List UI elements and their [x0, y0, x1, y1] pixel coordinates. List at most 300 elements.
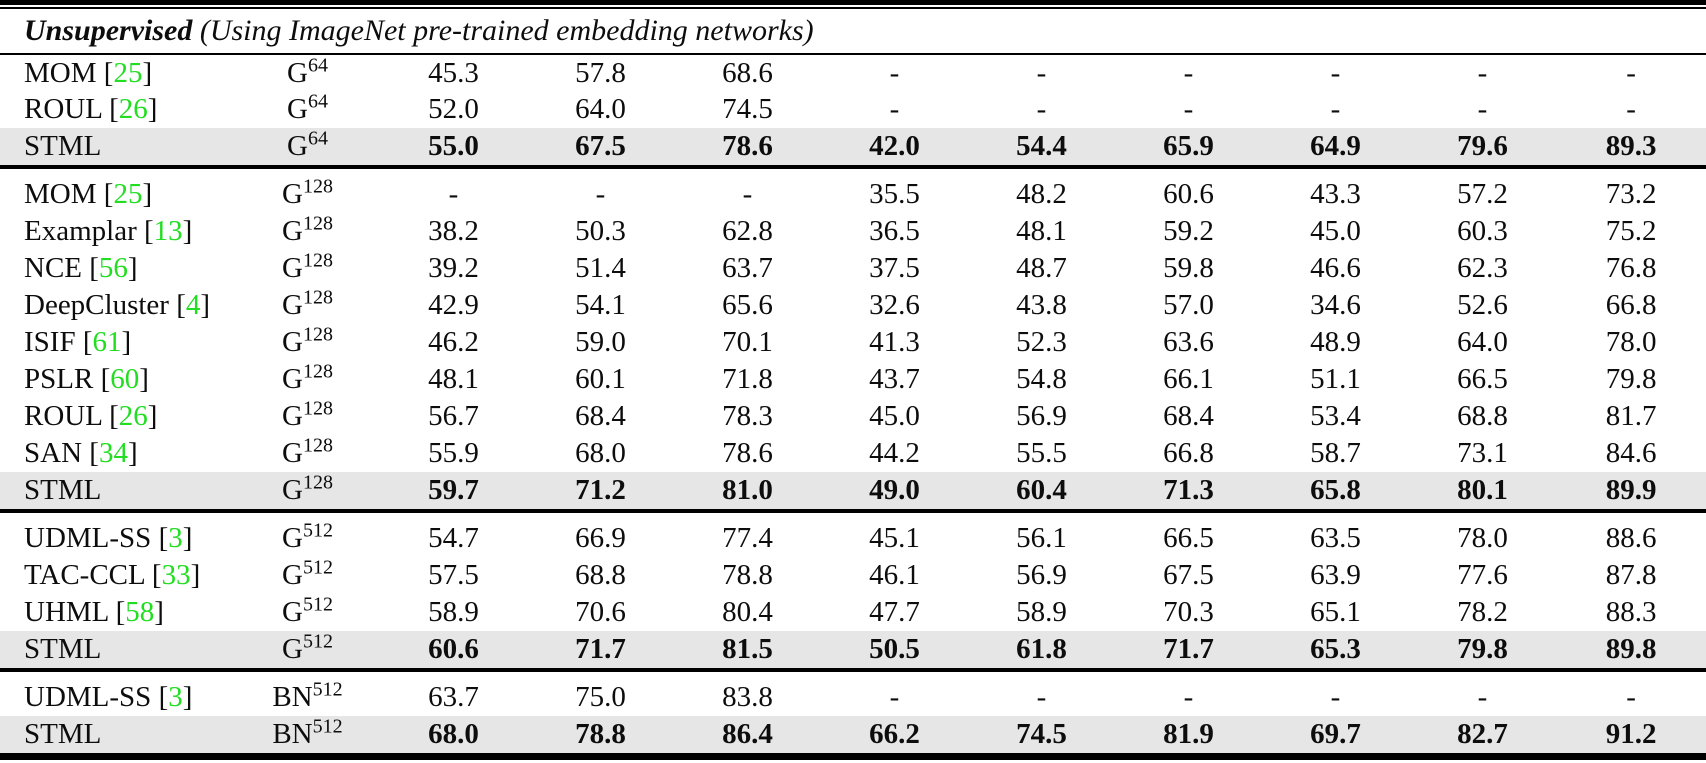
value-cell: 45.3 [428, 56, 479, 89]
method-name: MOM [24, 56, 97, 89]
network-dimension: 128 [302, 360, 333, 383]
value-cell: - [1036, 681, 1047, 713]
value-cell: 75.0 [575, 681, 626, 713]
value-cell: 58.9 [428, 596, 479, 628]
method-name: ROUL [24, 400, 102, 432]
value-cell: 78.0 [1605, 326, 1657, 358]
citation-link[interactable]: [13] [136, 215, 193, 247]
value-cell: - [1183, 93, 1194, 125]
value-cell: 60.4 [1016, 474, 1067, 506]
network-dimension: 64 [307, 127, 328, 150]
citation-number[interactable]: 3 [168, 522, 183, 554]
value-cell: 66.5 [1457, 363, 1508, 395]
table-body [0, 54, 1706, 753]
method-cell [0, 716, 235, 753]
value-cell: 75.2 [1605, 215, 1657, 247]
value-cell: 59.2 [1163, 215, 1214, 247]
network-label: $G^{128}$ [282, 360, 333, 395]
citation-number[interactable]: 25 [113, 178, 143, 210]
value-cell: 63.7 [428, 681, 479, 713]
method-name: STML [24, 718, 102, 750]
value-cell: 34.6 [1310, 289, 1361, 321]
table-row [0, 324, 1706, 361]
citation-link[interactable]: [4] [168, 289, 211, 321]
network-cell [235, 324, 380, 361]
value-cell: 57.5 [428, 559, 479, 591]
citation-link[interactable]: [3] [151, 522, 193, 554]
network-dimension: 512 [302, 519, 333, 542]
section-title [0, 9, 1706, 54]
value-cell: 51.4 [575, 252, 626, 284]
value-cell: 68.0 [428, 718, 479, 750]
value-cell: 68.6 [722, 56, 773, 89]
network-cell [235, 716, 380, 753]
value-cell: 68.0 [575, 437, 626, 469]
value-cell: 74.5 [722, 93, 773, 125]
method-name: ROUL [24, 93, 102, 125]
value-cell: 55.9 [428, 437, 479, 469]
value-cell: 56.9 [1016, 559, 1067, 591]
section-separator-row [0, 668, 1706, 679]
value-cell: 54.4 [1016, 130, 1067, 162]
section-separator-row [0, 165, 1706, 176]
method-name: STML [24, 130, 102, 162]
value-cell: 66.5 [1163, 522, 1214, 554]
table-row [0, 250, 1706, 287]
value-cell: 79.8 [1457, 633, 1508, 665]
table-row [0, 520, 1706, 557]
value-cell: - [1626, 56, 1636, 89]
method-cell [0, 324, 235, 361]
value-cell: 59.7 [428, 474, 479, 506]
table-row [0, 213, 1706, 250]
value-cell: 43.7 [869, 363, 920, 395]
double-rule [0, 509, 1706, 513]
network-dimension: 128 [302, 471, 333, 494]
network-dimension: 64 [307, 90, 328, 113]
value-cell: 51.1 [1310, 363, 1361, 395]
network-dimension: 64 [307, 53, 328, 76]
value-cell: 69.7 [1310, 718, 1361, 750]
citation-link[interactable]: [33] [144, 559, 201, 591]
value-cell: 71.8 [722, 363, 773, 395]
value-cell: 44.2 [869, 437, 920, 469]
citation-number[interactable]: 26 [118, 400, 148, 432]
value-cell: 48.2 [1016, 178, 1067, 210]
value-cell: - [889, 56, 900, 89]
table-row [0, 128, 1706, 165]
table-row [0, 287, 1706, 324]
method-name: Examplar [24, 215, 137, 247]
method-name: UDML-SS [24, 522, 152, 554]
value-cell: 89.8 [1605, 633, 1657, 665]
value-cell: 59.0 [575, 326, 626, 358]
value-cell: 68.4 [575, 400, 626, 432]
value-cell: 59.8 [1163, 252, 1214, 284]
value-cell: 45.0 [1310, 215, 1361, 247]
network-cell [235, 54, 380, 91]
value-cell: 58.7 [1310, 437, 1361, 469]
value-cell: - [1036, 56, 1047, 89]
value-cell: 77.4 [722, 522, 773, 554]
value-cell: 88.6 [1605, 522, 1657, 554]
network-cell [235, 91, 380, 128]
method-cell [0, 176, 235, 213]
value-cell: 78.8 [575, 718, 626, 750]
value-cell: 71.7 [575, 633, 626, 665]
citation-number[interactable]: 60 [110, 363, 140, 395]
value-cell: 60.1 [575, 363, 626, 395]
value-cell: 65.3 [1310, 633, 1361, 665]
method-name: SAN [24, 437, 83, 469]
value-cell: 82.7 [1457, 718, 1508, 750]
table-row [0, 91, 1706, 128]
value-cell: 45.0 [869, 400, 920, 432]
network-label: $G^{128}$ [282, 397, 333, 432]
value-cell: 70.6 [575, 596, 626, 628]
method-name: TAC-CCL [24, 559, 145, 591]
citation-number[interactable]: 61 [92, 326, 122, 358]
value-cell: 65.1 [1310, 596, 1361, 628]
value-cell: 80.4 [722, 596, 773, 628]
value-cell: 63.9 [1310, 559, 1361, 591]
value-cell: 48.1 [428, 363, 479, 395]
value-cell: 50.5 [869, 633, 920, 665]
network-dimension: 128 [302, 249, 333, 272]
network-cell [235, 435, 380, 472]
citation-number[interactable]: 33 [161, 559, 191, 591]
network-dimension: 512 [302, 593, 333, 616]
network-cell [235, 250, 380, 287]
network-label: BN$^{512}$ [272, 715, 343, 750]
value-cell: 81.5 [722, 633, 773, 665]
network-cell [235, 594, 380, 631]
network-cell [235, 679, 380, 716]
section-separator-row [0, 509, 1706, 520]
value-cell: 54.8 [1016, 363, 1067, 395]
value-cell: 55.5 [1016, 437, 1067, 469]
value-cell: 70.3 [1163, 596, 1214, 628]
value-cell: 54.1 [575, 289, 626, 321]
value-cell: 89.3 [1605, 130, 1657, 162]
value-cell: 79.6 [1457, 130, 1508, 162]
value-cell: 57.0 [1163, 289, 1214, 321]
section-title-emphasis: Unsupervised [24, 14, 193, 47]
method-cell [0, 128, 235, 165]
value-cell: 78.6 [722, 437, 773, 469]
value-cell: 58.9 [1016, 596, 1067, 628]
value-cell: 65.6 [722, 289, 773, 321]
value-cell: 41.3 [869, 326, 920, 358]
value-cell: 56.9 [1016, 400, 1067, 432]
network-label: $G^{512}$ [282, 556, 333, 591]
value-cell: 62.8 [722, 215, 773, 247]
value-cell: - [1183, 681, 1194, 713]
method-cell [0, 54, 235, 91]
value-cell: 81.0 [722, 474, 773, 506]
value-cell: 77.6 [1457, 559, 1508, 591]
network-cell [235, 213, 380, 250]
value-cell: 88.3 [1605, 596, 1657, 628]
value-cell: 52.3 [1016, 326, 1067, 358]
value-cell: 84.6 [1605, 437, 1657, 469]
value-cell: 47.7 [869, 596, 920, 628]
value-cell: 66.8 [1605, 289, 1657, 321]
value-cell: 35.5 [869, 178, 920, 210]
method-cell [0, 213, 235, 250]
network-label: $G^{64}$ [287, 90, 328, 125]
citation-number[interactable]: 26 [118, 93, 148, 125]
citation-link[interactable]: [61] [75, 326, 132, 358]
value-cell: 39.2 [428, 252, 479, 284]
value-cell: - [1626, 681, 1636, 713]
value-cell: 73.1 [1457, 437, 1508, 469]
value-cell: 66.8 [1163, 437, 1214, 469]
citation-link[interactable]: [25] [96, 178, 153, 210]
network-label: $G^{128}$ [282, 212, 333, 247]
network-label: $G^{512}$ [282, 630, 333, 665]
value-cell: 81.9 [1163, 718, 1214, 750]
method-cell [0, 398, 235, 435]
citation-number[interactable]: 4 [185, 289, 201, 321]
value-cell: 86.4 [722, 718, 773, 750]
network-cell [235, 631, 380, 668]
value-cell: 87.8 [1605, 559, 1657, 591]
value-cell: 42.0 [869, 130, 920, 162]
value-cell: - [1036, 93, 1047, 125]
value-cell: - [1183, 56, 1194, 89]
value-cell: - [742, 178, 753, 210]
section-title-note: (Using ImageNet pre-trained embedding networks) [199, 14, 814, 47]
network-label: $G^{512}$ [282, 593, 333, 628]
value-cell: 37.5 [869, 252, 920, 284]
value-cell: - [1330, 681, 1341, 713]
method-name: PSLR [24, 363, 94, 395]
network-dimension: 128 [302, 397, 333, 420]
value-cell: 91.2 [1605, 718, 1657, 750]
section-separator-cell [0, 668, 1706, 679]
value-cell: 63.7 [722, 252, 773, 284]
method-name: ISIF [24, 326, 76, 358]
value-cell: - [595, 178, 606, 210]
value-cell: 45.1 [869, 522, 920, 554]
value-cell: 71.2 [575, 474, 626, 506]
citation-link[interactable]: [60] [93, 363, 149, 395]
value-cell: 80.1 [1457, 474, 1508, 506]
table-bottom-rule [0, 753, 1706, 760]
network-dimension: 128 [302, 175, 333, 198]
value-cell: 43.3 [1310, 178, 1361, 210]
network-label: $G^{128}$ [282, 471, 333, 506]
value-cell: 89.9 [1605, 474, 1657, 506]
method-cell [0, 287, 235, 324]
table-row [0, 557, 1706, 594]
value-cell: 76.8 [1605, 252, 1657, 284]
value-cell: 70.1 [722, 326, 773, 358]
table-row [0, 716, 1706, 753]
citation-link[interactable]: [26] [101, 400, 158, 432]
value-cell: 63.6 [1163, 326, 1214, 358]
citation-number[interactable]: 58 [125, 596, 155, 628]
results-table [0, 9, 1706, 753]
network-dimension: 128 [302, 286, 333, 309]
network-cell [235, 557, 380, 594]
value-cell: 78.3 [722, 400, 773, 432]
value-cell: 60.6 [428, 633, 479, 665]
value-cell: 65.9 [1163, 130, 1214, 162]
value-cell: 49.0 [869, 474, 920, 506]
citation-link[interactable]: [26] [101, 93, 158, 125]
value-cell: 56.7 [428, 400, 479, 432]
citation-link[interactable]: [56] [82, 252, 138, 284]
value-cell: 64.0 [575, 93, 626, 125]
network-label: $G^{64}$ [287, 127, 328, 162]
value-cell: 71.7 [1163, 633, 1214, 665]
value-cell: 46.6 [1310, 252, 1361, 284]
method-cell [0, 557, 235, 594]
network-label: $G^{128}$ [282, 286, 333, 321]
network-dimension: 512 [302, 556, 333, 579]
double-rule [0, 668, 1706, 672]
double-rule [0, 165, 1706, 169]
citation-link[interactable]: [3] [151, 681, 193, 713]
value-cell: 55.0 [428, 130, 479, 162]
network-dimension: 512 [312, 715, 343, 738]
citation-link[interactable]: [34] [82, 437, 138, 469]
value-cell: 78.0 [1457, 522, 1508, 554]
value-cell: 60.6 [1163, 178, 1214, 210]
method-cell [0, 679, 235, 716]
value-cell: 60.3 [1457, 215, 1508, 247]
citation-link[interactable]: [25] [96, 56, 153, 89]
method-cell [0, 361, 235, 398]
value-cell: 73.2 [1605, 178, 1657, 210]
value-cell: - [1477, 56, 1488, 89]
value-cell: 42.9 [428, 289, 479, 321]
table-row [0, 594, 1706, 631]
method-name: NCE [24, 252, 82, 284]
value-cell: 81.7 [1605, 400, 1657, 432]
network-label: $G^{128}$ [282, 434, 333, 469]
citation-number[interactable]: 34 [98, 437, 128, 469]
citation-number[interactable]: 25 [113, 56, 143, 89]
value-cell: 52.6 [1457, 289, 1508, 321]
method-cell [0, 631, 235, 668]
network-label: $G^{64}$ [287, 53, 328, 89]
value-cell: - [889, 681, 900, 713]
value-cell: 83.8 [722, 681, 773, 713]
value-cell: 78.2 [1457, 596, 1508, 628]
network-cell [235, 287, 380, 324]
value-cell: 68.8 [1457, 400, 1508, 432]
network-label: $G^{128}$ [282, 249, 333, 284]
value-cell: - [1330, 56, 1341, 89]
method-cell [0, 250, 235, 287]
value-cell: 38.2 [428, 215, 479, 247]
table-row [0, 435, 1706, 472]
method-name: UDML-SS [24, 681, 152, 713]
network-dimension: 128 [302, 323, 333, 346]
value-cell: 66.9 [575, 522, 626, 554]
network-dimension: 512 [302, 630, 333, 653]
value-cell: 52.0 [428, 93, 479, 125]
method-cell [0, 472, 235, 509]
value-cell: 78.6 [722, 130, 773, 162]
method-name: STML [24, 474, 102, 506]
value-cell: 64.9 [1310, 130, 1361, 162]
value-cell: 46.2 [428, 326, 479, 358]
network-cell [235, 128, 380, 165]
network-cell [235, 176, 380, 213]
method-name: UHML [24, 596, 109, 628]
value-cell: 48.9 [1310, 326, 1361, 358]
value-cell: 56.1 [1016, 522, 1067, 554]
table-row [0, 361, 1706, 398]
network-cell [235, 472, 380, 509]
table-row [0, 631, 1706, 668]
network-dimension: 512 [312, 678, 343, 701]
table-row [0, 398, 1706, 435]
value-cell: - [1477, 93, 1488, 125]
value-cell: 61.8 [1016, 633, 1067, 665]
method-cell [0, 594, 235, 631]
value-cell: - [1626, 93, 1636, 125]
value-cell: 54.7 [428, 522, 479, 554]
value-cell: 78.8 [722, 559, 773, 591]
method-name: MOM [24, 178, 97, 210]
value-cell: 64.0 [1457, 326, 1508, 358]
value-cell: 36.5 [869, 215, 920, 247]
network-label: $G^{128}$ [282, 175, 333, 210]
table-top-rule-thick [0, 0, 1706, 5]
value-cell: 68.4 [1163, 400, 1214, 432]
citation-number[interactable]: 3 [168, 681, 183, 713]
value-cell: 74.5 [1016, 718, 1067, 750]
network-label: BN$^{512}$ [272, 678, 343, 713]
value-cell: 50.3 [575, 215, 626, 247]
network-cell [235, 361, 380, 398]
table-row [0, 54, 1706, 91]
value-cell: 79.8 [1605, 363, 1657, 395]
method-cell [0, 520, 235, 557]
value-cell: 62.3 [1457, 252, 1508, 284]
value-cell: 66.1 [1163, 363, 1214, 395]
value-cell: - [1330, 93, 1341, 125]
method-name: DeepCluster [24, 289, 169, 321]
network-label: $G^{128}$ [282, 323, 333, 358]
citation-link[interactable]: [58] [108, 596, 164, 628]
network-cell [235, 398, 380, 435]
network-dimension: 128 [302, 212, 333, 235]
citation-number[interactable]: 56 [98, 252, 128, 284]
table-row [0, 176, 1706, 213]
method-cell [0, 91, 235, 128]
value-cell: 66.2 [869, 718, 920, 750]
citation-number[interactable]: 13 [153, 215, 183, 247]
value-cell: 48.1 [1016, 215, 1067, 247]
value-cell: 57.2 [1457, 178, 1508, 210]
value-cell: 65.8 [1310, 474, 1361, 506]
value-cell: 68.8 [575, 559, 626, 591]
value-cell: 48.7 [1016, 252, 1067, 284]
value-cell: 63.5 [1310, 522, 1361, 554]
table-row [0, 679, 1706, 716]
value-cell: 67.5 [1163, 559, 1214, 591]
value-cell: 46.1 [869, 559, 920, 591]
value-cell: 71.3 [1163, 474, 1214, 506]
value-cell: 57.8 [575, 56, 626, 89]
network-dimension: 128 [302, 434, 333, 457]
